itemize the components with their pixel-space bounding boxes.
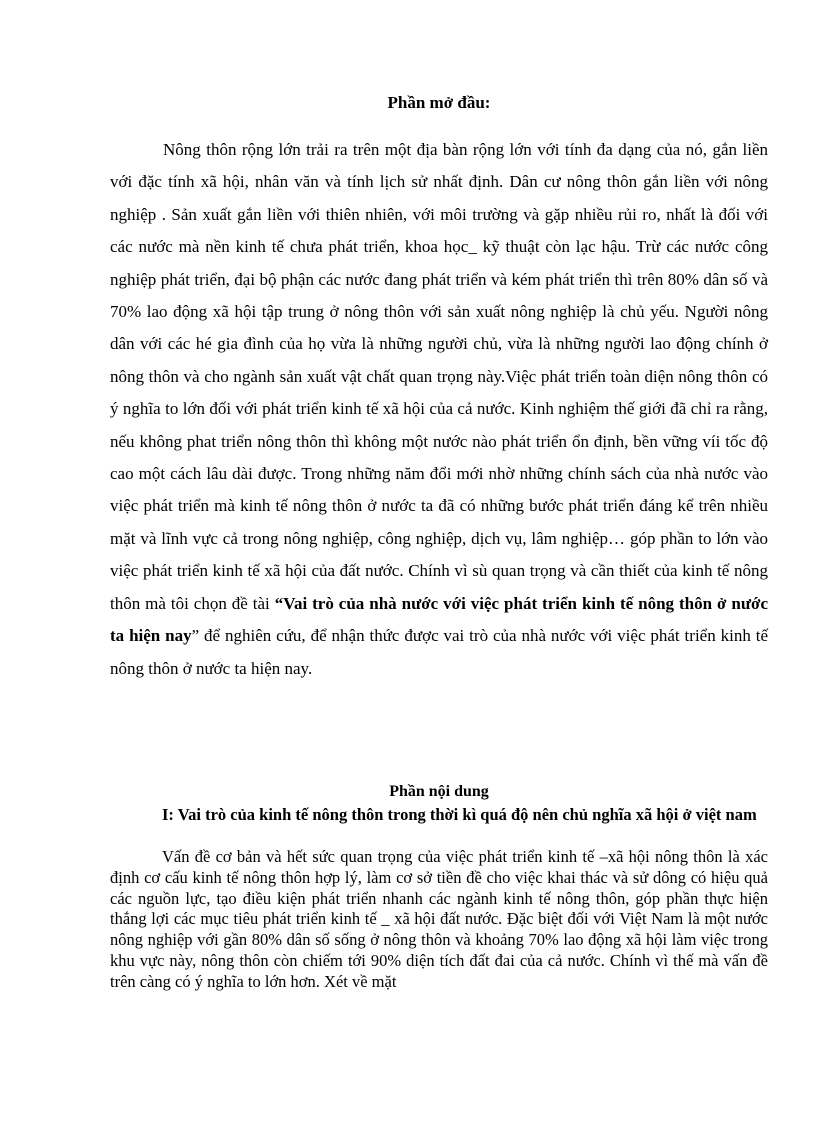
page-title: Phần mở đầu: (387, 93, 491, 112)
section-heading: I: Vai trò của kinh tế nông thôn trong thời kì quá độ nên chủ nghĩa xã hội ở việt nam (162, 805, 757, 824)
intro-paragraph (110, 134, 768, 685)
body-paragraph: Vấn đề cơ bản và hết sức quan trọng của việc phát triển kinh tế –xã hội nông thôn là xác định cơ cấu kinh tế nông thôn hợp lý, làm cơ sở tiền đề cho việc khai thác và sử dông có hiệu quả các nguồn lực, tạo điều kiện phát triển nhanh các ngành kinh tế nông thôn, góp phần thực hiện thắng lợi các mục tiêu phát triển kinh tế _ xã hội đất nước. Đặc biệt đối với Việt Nam là một nước nông nghiệp với gần 80% dân số sống ở nông thôn và khoảng 70% lao động xã hội làm việc trong khu vực này, nông thôn còn chiếm tới 90% diện tích đất đai của cả nước. Chính vì thế mà vấn đề trên càng có ý nghĩa to lớn hơn. Xét về mặt (110, 847, 768, 991)
section-title: Phần nội dung (389, 783, 489, 800)
topic-title: “Vai trò của nhà nước với việc phát triển kinh tế nông thôn ở nước ta hiện nay (110, 593, 769, 646)
intro-text-end: ” để nghiên cứu, để nhận thức được vai trò của nhà nước với việc phát triển kinh tế nông thôn ở nước ta hiện nay. (110, 626, 769, 678)
intro-text: Nông thôn rộng lớn trải ra trên một địa bàn rộng lớn với tính đa dạng của nó, gắn liền với đặc tính xã hội, nhân văn và tính lịch sử nhất định. Dân cư nông thôn gắn liền với nông nghiệp . Sản xuất gắn liền với thiên nhiên, với môi trường và gặp nhiều rủi ro, nhất là đối với các nước mà nền kinh tế chưa phát triển, khoa học_ kỹ thuật còn lạc hậu. Trừ các nước công nghiệp phát triển, đại bộ phận các nước đang phát triển và kém phát triển thì trên 80% dân số và 70% lao động xã hội tập trung ở nông thôn với sản xuất nông nghiệp là chủ yếu. Người nông dân với các hé gia đình của họ vừa là những người chủ, vừa là những người lao động chính ở nông thôn và cho ngành sản xuất vật chất quan trọng này.Việc phát triển toàn diện nông thôn có ý nghĩa to lớn đối với phát triển kinh tế xã hội của cả nước. Kinh nghiệm thế giới đã chỉ ra rằng, nếu không phat triển nông thôn thì không một nước nào phát triển ổn định, bền vững víi tốc độ cao một cách lâu dài được. Trong những năm đổi mới nhờ những chính sách của nhà nước vào việc phát triển mà kinh tế nông thôn ở nước ta đã có những bước phát triển đáng kể trên nhiều mặt và lĩnh vực cả trong nông nghiệp, công nghiệp, dịch vụ, lâm nghiệp… góp phần to lớn vào việc phát triển kinh tế xã hội của đất nước. Chính vì sù quan trọng và cần thiết của kinh tế nông thôn mà tôi chọn đề tài (110, 140, 768, 613)
